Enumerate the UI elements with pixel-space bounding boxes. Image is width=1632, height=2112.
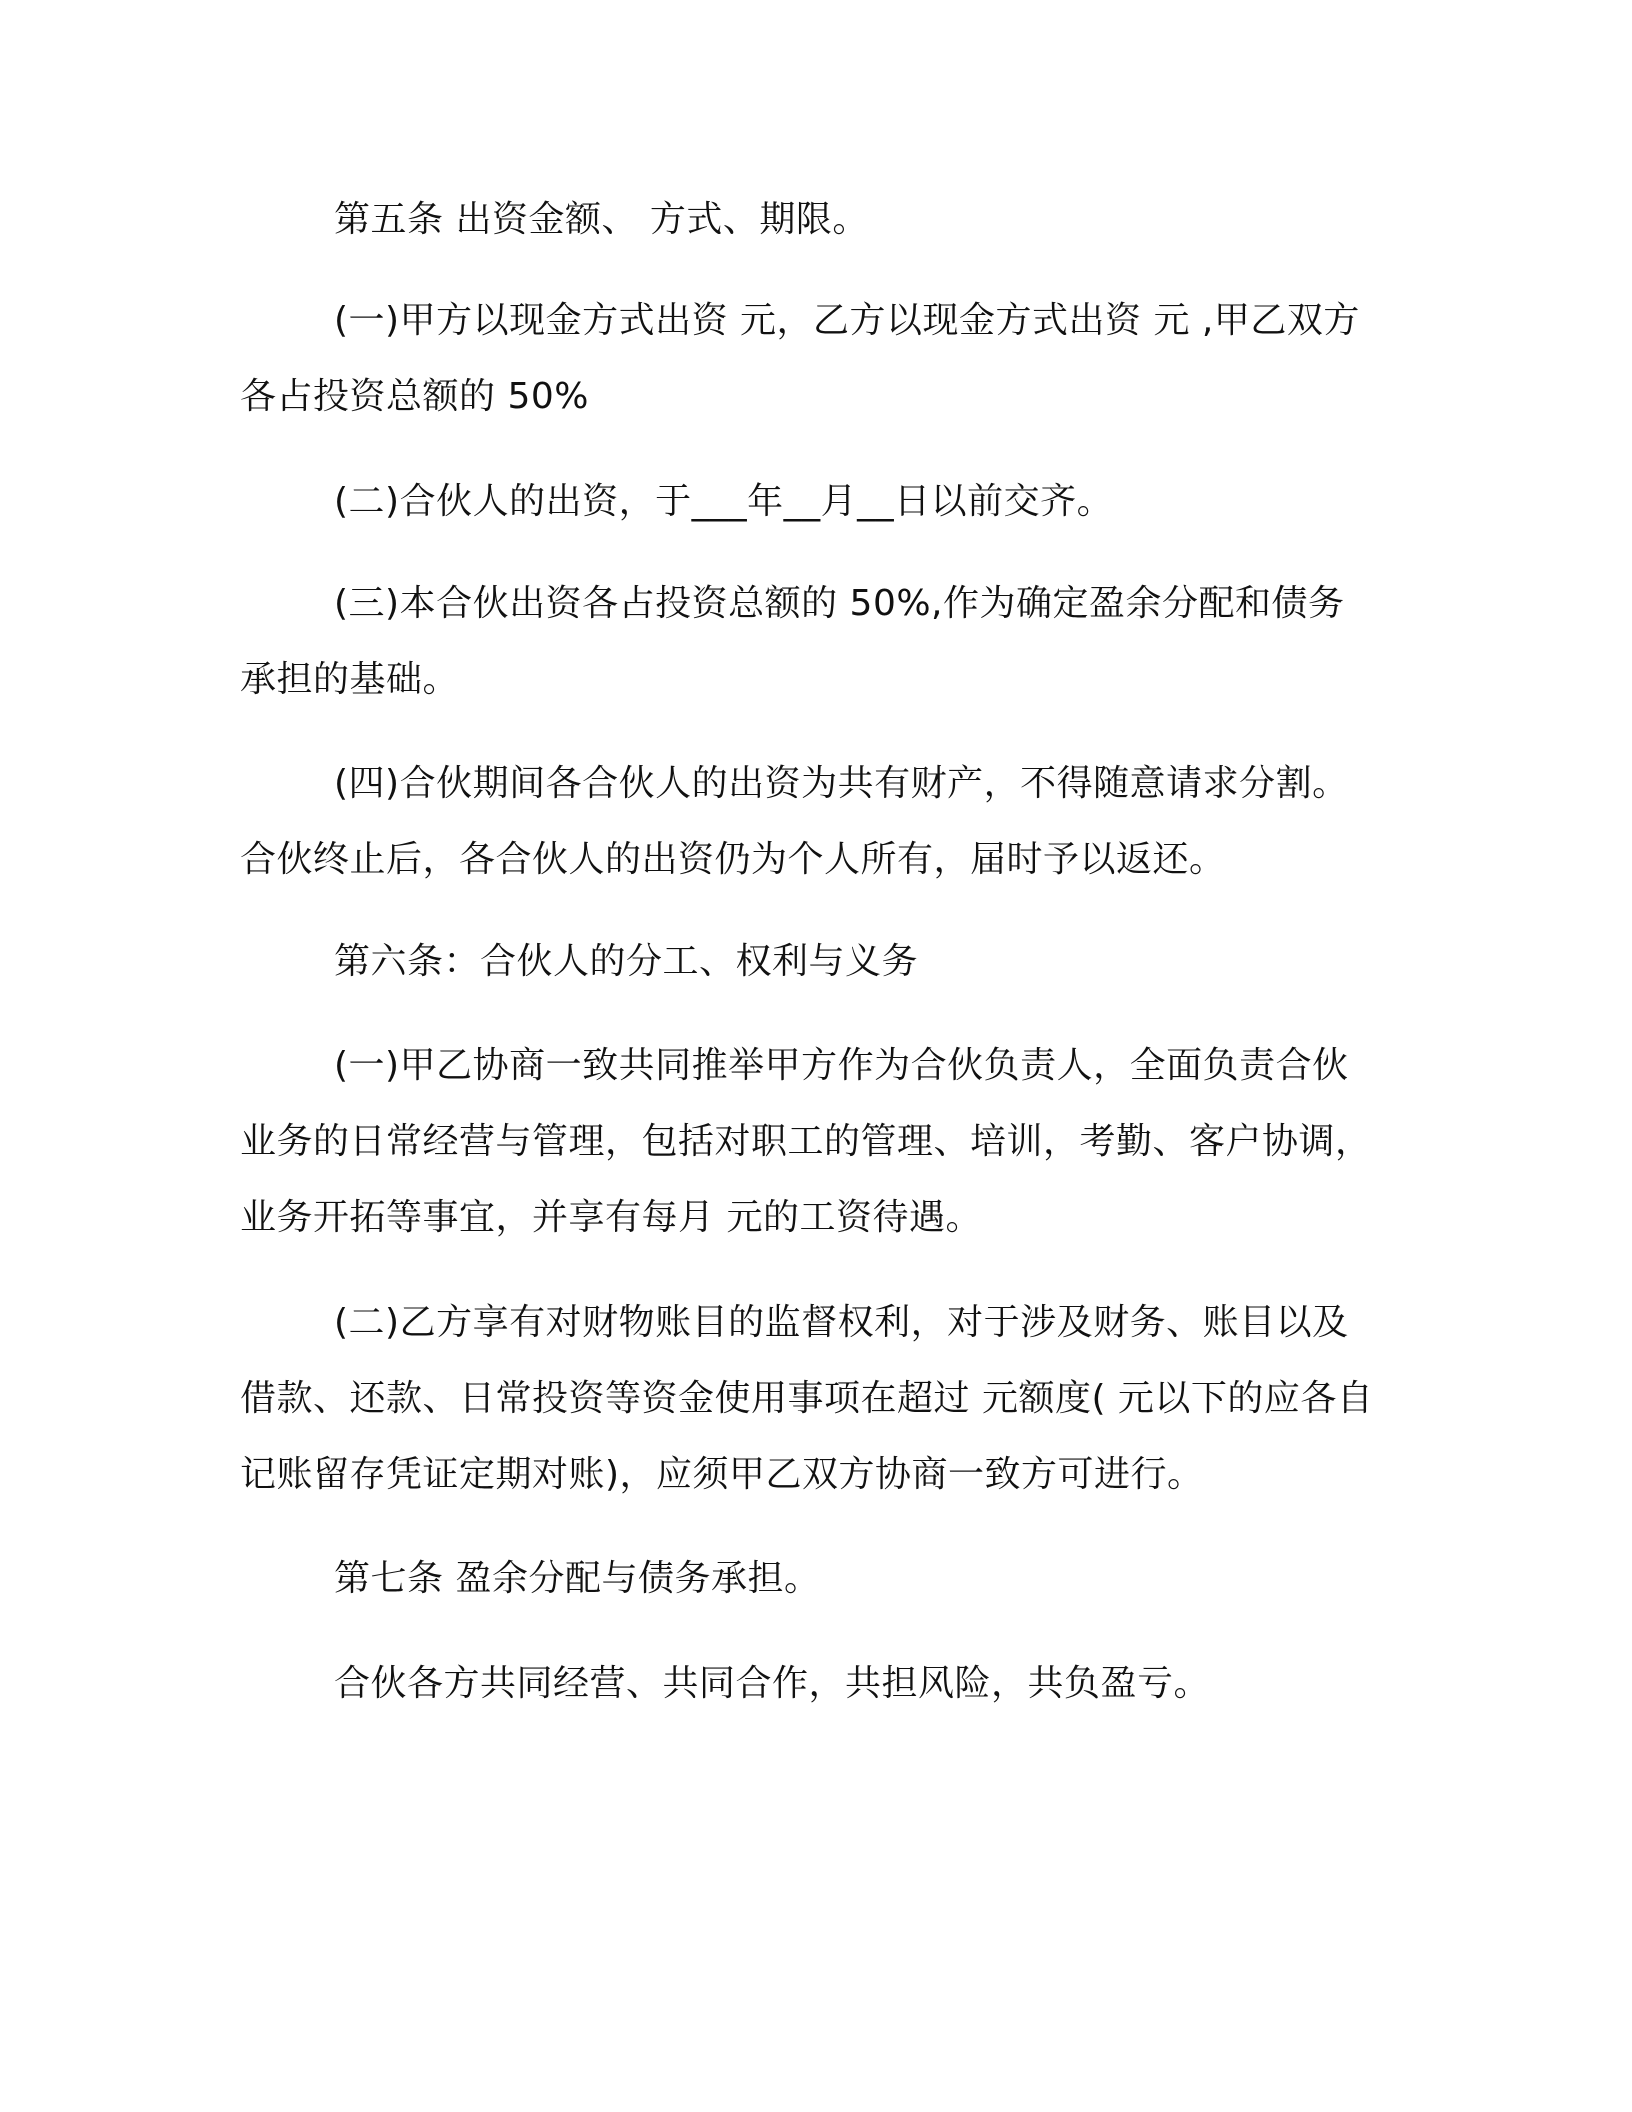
article-6-heading: 第六条：合伙人的分工、权利与义务 [334,941,919,982]
clause-6-2-line-3: 记账留存凭证定期对账)，应须甲乙双方协商一致方可进行。 [240,1454,1204,1495]
clause-5-1-line-2: 各占投资总额的 50% [240,376,589,417]
article-5-heading: 第五条 出资金额、 方式、期限。 [334,199,869,240]
article-7-heading: 第七条 盈余分配与债务承担。 [334,1558,821,1599]
clause-5-4-line-1: (四)合伙期间各合伙人的出资为共有财产，不得随意请求分割。 [334,763,1349,804]
clause-6-1-line-1: (一)甲乙协商一致共同推举甲方作为合伙负责人，全面负责合伙 [334,1045,1349,1086]
clause-5-3-line-2: 承担的基础。 [240,659,460,700]
clause-6-2-line-2: 借款、还款、日常投资等资金使用事项在超过 元额度( 元以下的应各自 [240,1378,1374,1419]
clause-5-4-line-2: 合伙终止后，各合伙人的出资仍为个人所有，届时予以返还。 [240,839,1226,880]
clause-5-3-line-1: (三)本合伙出资各占投资总额的 50%,作为确定盈余分配和债务 [334,583,1345,624]
clause-5-2: (二)合伙人的出资，于___年__月__日以前交齐。 [334,481,1114,522]
clause-6-1-line-3: 业务开拓等事宜，并享有每月 元的工资待遇。 [240,1197,982,1238]
clause-5-1-line-1: (一)甲方以现金方式出资 元，乙方以现金方式出资 元 ,甲乙双方 [334,300,1360,341]
clause-6-2-line-1: (二)乙方享有对财物账目的监督权利，对于涉及财务、账目以及 [334,1302,1349,1343]
article-7-body: 合伙各方共同经营、共同合作，共担风险，共负盈亏。 [334,1663,1211,1704]
clause-6-1-line-2: 业务的日常经营与管理，包括对职工的管理、培训，考勤、客户协调， [240,1121,1372,1162]
